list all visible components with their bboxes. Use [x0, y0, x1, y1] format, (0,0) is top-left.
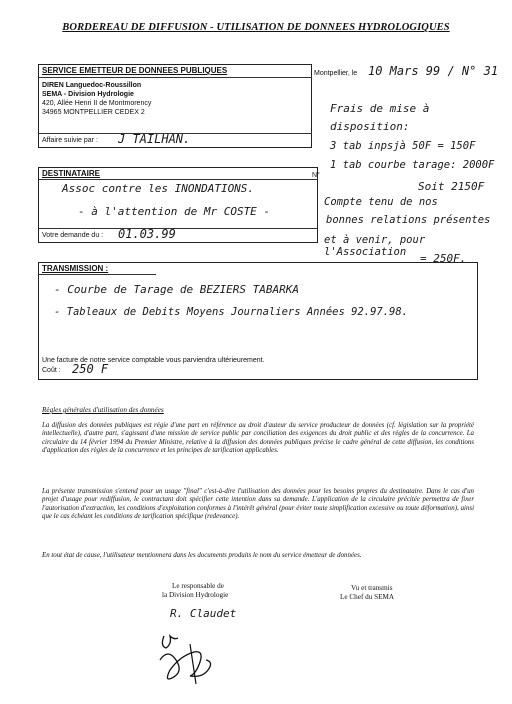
- rules-paragraph-1: La diffusion des données publiques est régie d'une part en référence au droit d'auteur du service producteur de données (cf. législation sur la propriété intellectuelle), d'autre part, s'agissant d'une mission de service public par conciliation des exigences du droit public et des règles de la concurrence. La circulaire du 14 février 1994 du Premier Ministre, relative à la diffusion des données publiques précise le cadre général de cette diffusion, les conditions d'application des règles de la concurrence et les principes de tarification applicables.: [42, 422, 474, 454]
- fees-note-line3: 3 tab inpsjà 50F = 150F: [330, 140, 476, 152]
- cost-label: Coût :: [42, 367, 61, 374]
- document-title: BORDEREAU DE DIFFUSION - UTILISATION DE DONNEES HYDROLOGIQUES: [62, 22, 450, 33]
- recipient-header: DESTINATAIRE: [42, 169, 100, 178]
- transmission-item2: - Tableaux de Debits Moyens Journaliers Années 92.97.98.: [54, 306, 409, 318]
- recipient-number-label: N°: [312, 172, 320, 179]
- recipient-line1: Assoc contre les INONDATIONS.: [62, 182, 255, 195]
- emitter-header: SERVICE EMETTEUR DE DONNEES PUBLIQUES: [42, 66, 228, 75]
- emitter-org-name: DIREN Languedoc-Roussillon: [42, 82, 142, 89]
- handwritten-date: 10 Mars 99 / N° 31: [368, 64, 499, 78]
- fees-note-total: Soit 2150F: [418, 180, 485, 193]
- emitter-address-line1: 420, Allée Henri II de Montmorency: [42, 100, 152, 107]
- followed-by-label: Affaire suivie par :: [42, 137, 98, 144]
- signature-left-line1: Le responsable de: [172, 582, 224, 590]
- recipient-line2: - à l'attention de Mr COSTE -: [78, 205, 271, 218]
- transmission-divider: [38, 274, 156, 275]
- emitter-divider: [38, 77, 312, 78]
- handwritten-signature: [150, 626, 230, 688]
- invoice-note: Une facture de notre service comptable vous parviendra ultérieurement.: [42, 357, 265, 364]
- fees-note-line6: Compte tenu de nos: [324, 196, 438, 208]
- fees-note-line7: bonnes relations présentes: [326, 214, 491, 226]
- fees-note-line4: 1 tab courbe tarage: 2000F: [330, 159, 495, 171]
- rules-heading: Règles générales d'utilisation des données: [42, 406, 164, 414]
- signature-left-line2: la Division Hydrologie: [162, 591, 229, 599]
- signature-right-line2: Le Chef du SEMA: [340, 593, 395, 601]
- recipient-divider: [38, 179, 318, 180]
- fees-note-final: = 250F.: [420, 252, 467, 265]
- cost-value: 250 F: [72, 362, 109, 376]
- fees-note-line8: et à venir, pour l'Association: [324, 234, 426, 258]
- emitter-address-line2: 34965 MONTPELLIER CEDEX 2: [42, 109, 145, 116]
- place-label: Montpellier, le: [314, 70, 358, 77]
- fees-note-line1: Frais de mise à: [330, 102, 430, 115]
- request-divider: [38, 228, 318, 229]
- followed-by-name: J TAILHAN.: [118, 132, 191, 146]
- rules-paragraph-3: En tout état de cause, l'utilisateur mentionnera dans les documents produits le nom du service émetteur de données.: [42, 552, 362, 559]
- request-date: 01.03.99: [118, 227, 176, 241]
- transmission-item1: - Courbe de Tarage de BEZIERS TABARKA: [54, 283, 300, 296]
- request-label: Votre demande du :: [42, 232, 104, 239]
- rules-paragraph-2: La présente transmission s'entend pour un usage "final" c'est-à-dire l'utilisation des données pour les besoins propres du destinataire. Dans le cas d'un projet d'usage pour rediffusion, le contractant doit spécifier cette intention dans sa demande. L'application de la circulaire précitée permettra de fixer l'autorisation d'extraction, les conditions d'exploitation conformes à l'intérêt général (pour éviter toute simplification excessive ou toute déformation), ainsi que le cas échéant les conditions de tarification spécifique (redevance).: [42, 488, 474, 520]
- emitter-division: SEMA - Division Hydrologie: [42, 91, 134, 98]
- fees-note-line2: disposition:: [330, 120, 410, 133]
- signature-left-name: R. Claudet: [170, 607, 237, 620]
- transmission-header: TRANSMISSION :: [42, 264, 109, 273]
- signature-right-line1: Vu et transmis: [351, 584, 393, 592]
